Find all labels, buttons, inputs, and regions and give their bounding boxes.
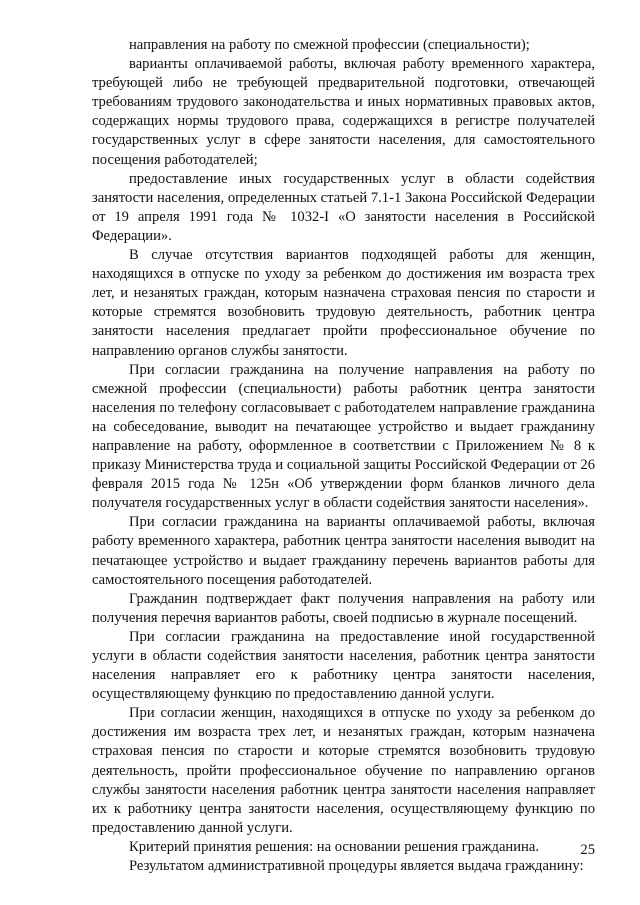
document-body [92,36,595,876]
paragraph-7: Гражданин подтверждает факт получения направления на работу или получения перечня вариантов работы, своей подписью в журнале посещений. [92,590,595,626]
paragraph-11: Результатом административной процедуры является выдача гражданину: [129,858,584,875]
page-number: 25 [580,842,595,858]
paragraph-3: предоставление иных государственных услуг в области содействия занятости населения, определенных статьей 7.1-1 Закона Российской Федерации от 19 апреля 1991 года № 1032-I «О занятости населения в Российской Федерации». [92,170,595,244]
paragraph-2: варианты оплачиваемой работы, включая работу временного характера, требующей либо не требующей предварительной подготовки, отвечающей требованиям трудового законодательства и иных нормативных правовых актов, содержащих нормы трудового права, содержащихся в регистре получателей государственных услуг в сфере занятости населения, для самостоятельного посещения работодателей; [92,56,595,168]
paragraph-5: При согласии гражданина на получение направления на работу по смежной профессии (специальности) работы работник центра занятости населения по телефону согласовывает с работодателем направление гражданина на собеседование, выводит на печатающее устройство и выдает гражданину направление на работу, оформленное в соответствии с Приложением № 8 к приказу Министерства труда и социальной защиты Российской Федерации от 26 февраля 2015 года № 125н «Об утверждении форм бланков личного дела получателя государственных услуг в области содействия занятости населения». [92,361,595,512]
paragraph-6: При согласии гражданина на варианты оплачиваемой работы, включая работу временного характера, работник центра занятости населения выводит на печатающее устройство и выдает гражданину перечень вариантов работы для самостоятельного посещения работодателей. [92,514,595,588]
paragraph-10: Критерий принятия решения: на основании решения гражданина. [129,838,539,855]
paragraph-9: При согласии женщин, находящихся в отпуске по уходу за ребенком до достижения им возраста трех лет, и незанятых граждан, которым назначена страховая пенсия по старости и которые стремятся возобновить трудовую деятельность, пройти профессиональное обучение по направлению органов службы занятости населения работник центра занятости населения направляет их к работнику центра занятости населения, осуществляющему функцию по предоставлению данной услуги. [92,705,595,836]
paragraph-4: В случае отсутствия вариантов подходящей работы для женщин, находящихся в отпуске по уходу за ребенком до достижения им возраста трех лет, и незанятых граждан, которым назначена страховая пенсия по старости и которые стремятся возобновить трудовую деятельность, работник центра занятости населения предлагает пройти профессиональное обучение по направлению органов службы занятости. [92,247,595,359]
paragraph-1: направления на работу по смежной профессии (специальности); [129,37,530,53]
paragraph-8: При согласии гражданина на предоставление иной государственной услуги в области содействия занятости населения, работник центра занятости населения направляет его к работнику центра занятости населения, осуществляющему функцию по предоставлению данной услуги. [92,628,595,703]
